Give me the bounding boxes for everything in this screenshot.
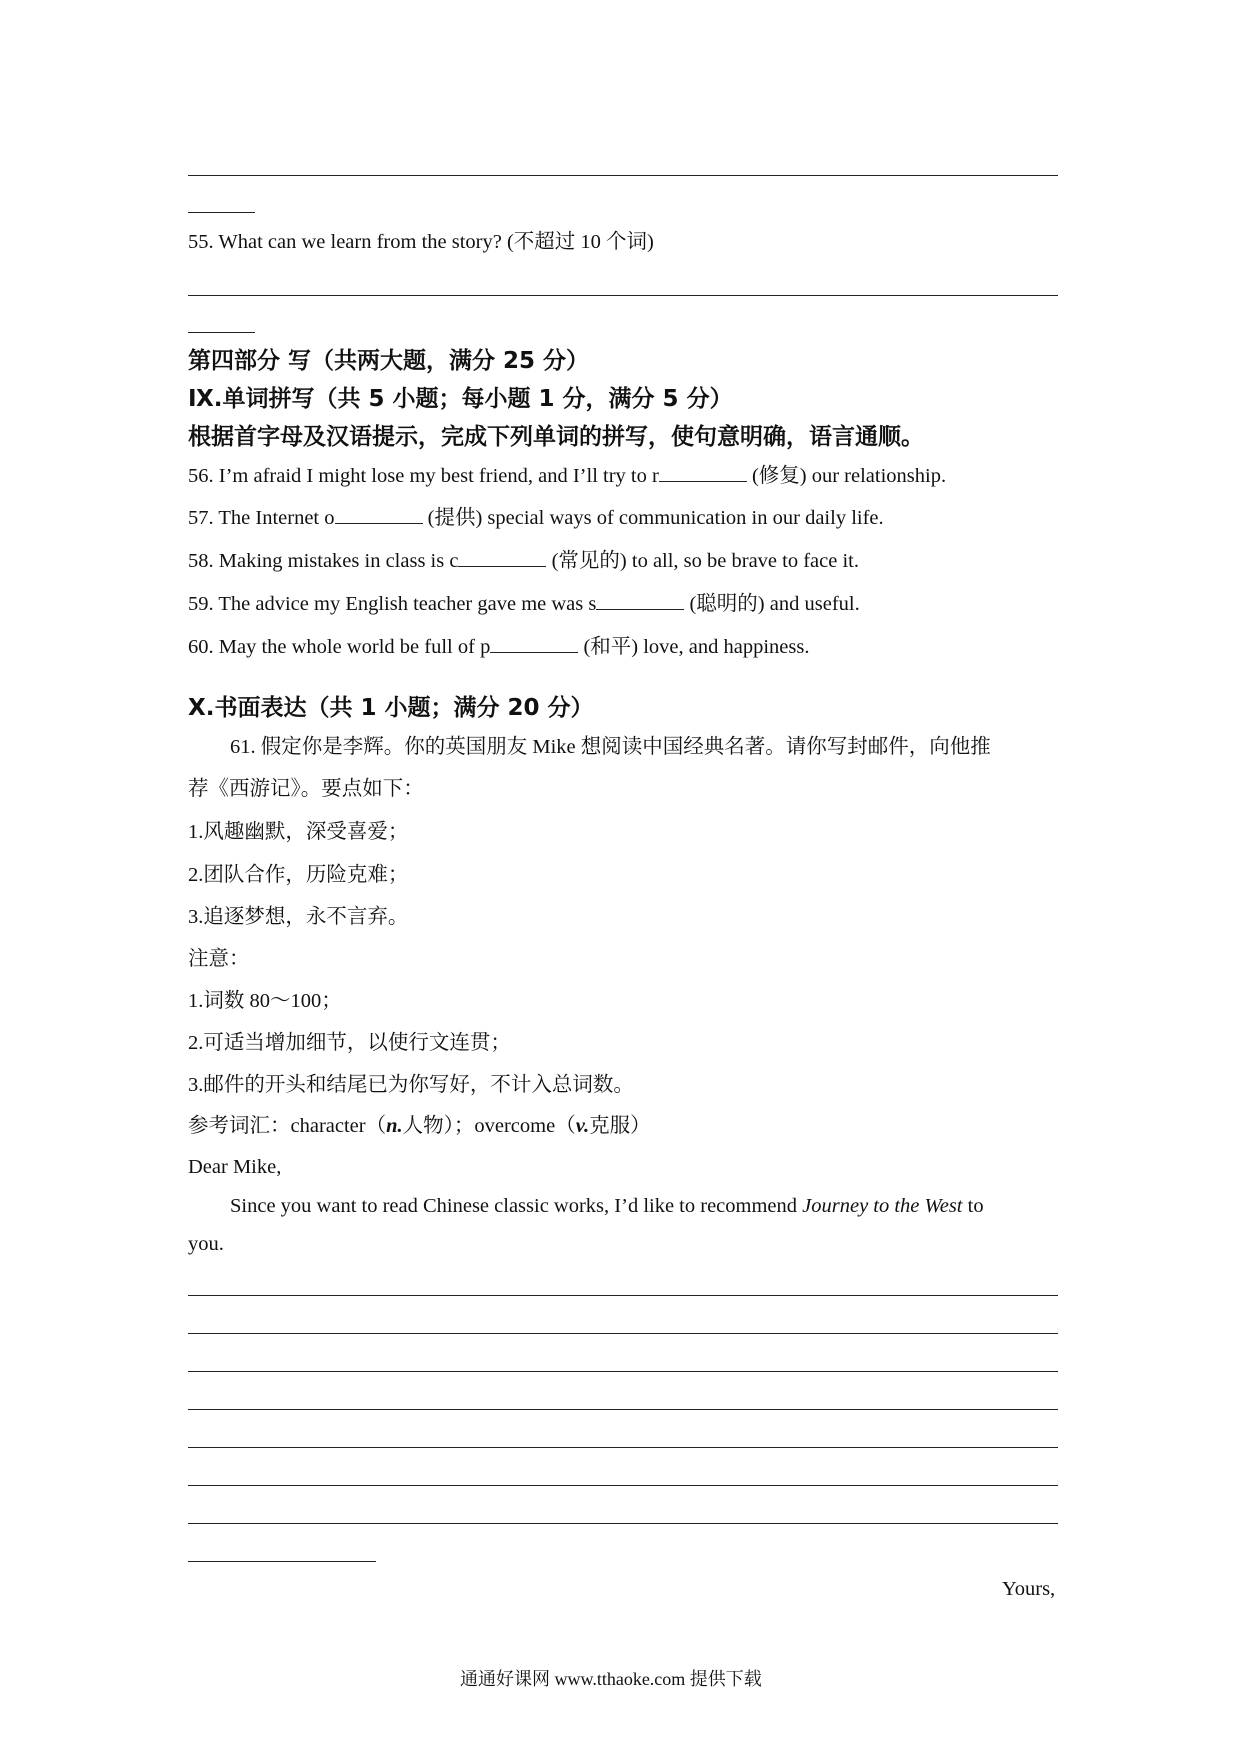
vocab-text: 参考词汇：character（ xyxy=(188,1115,387,1137)
spelling-item-text: 59. The advice my English teacher gave me was s xyxy=(188,593,597,615)
spelling-item-hint: (修复) our relationship. xyxy=(746,465,947,487)
writing-prompt-line2: 荐《西游记》。要点如下： xyxy=(188,778,424,800)
answer-blank[interactable] xyxy=(458,548,546,567)
spelling-item-58 xyxy=(188,547,859,575)
part4-heading: 第四部分 写（共两大题，满分 25 分） xyxy=(188,348,590,374)
letter-greeting: Dear Mike, xyxy=(188,1156,282,1178)
reference-vocabulary xyxy=(188,1112,651,1140)
letter-opening-line2: you. xyxy=(188,1233,224,1255)
vocab-pos: v. xyxy=(575,1115,590,1137)
writing-line[interactable] xyxy=(188,1371,1058,1372)
answer-line-short xyxy=(188,332,255,333)
writing-line-short[interactable] xyxy=(188,1561,376,1562)
answer-line xyxy=(188,175,1058,176)
answer-blank[interactable] xyxy=(335,505,423,524)
writing-line[interactable] xyxy=(188,1485,1058,1486)
writing-point-1: 1.风趣幽默，深受喜爱； xyxy=(188,821,409,843)
letter-closing: Yours, xyxy=(1002,1578,1056,1600)
vocab-text: 克服） xyxy=(589,1115,651,1137)
footer-source: 通通好课网 www.tthaoke.com 提供下载 xyxy=(460,1669,762,1689)
answer-blank[interactable] xyxy=(596,591,684,610)
writing-line[interactable] xyxy=(188,1447,1058,1448)
spelling-item-60 xyxy=(188,633,809,661)
writing-point-2: 2.团队合作，历险克难； xyxy=(188,864,409,886)
writing-line[interactable] xyxy=(188,1295,1058,1296)
spelling-item-text: 56. I’m afraid I might lose my best friend, and I’ll try to r xyxy=(188,465,659,487)
writing-prompt-line1: 61. 假定你是李辉。你的英国朋友 Mike 想阅读中国经典名著。请你写封邮件，向他推 xyxy=(230,736,991,758)
spelling-item-hint: (聪明的) and useful. xyxy=(684,593,860,615)
spelling-item-text: 58. Making mistakes in class is c xyxy=(188,550,459,572)
writing-line[interactable] xyxy=(188,1409,1058,1410)
letter-opening xyxy=(230,1192,984,1220)
section9-heading: Ⅸ.单词拼写（共 5 小题；每小题 1 分，满分 5 分） xyxy=(188,386,733,412)
spelling-item-text: 60. May the whole world be full of p xyxy=(188,636,491,658)
vocab-text: 人物）；overcome（ xyxy=(402,1115,576,1137)
section10-heading: Ⅹ.书面表达（共 1 小题；满分 20 分） xyxy=(188,695,594,721)
vocab-pos: n. xyxy=(386,1115,403,1137)
writing-point-3: 3.追逐梦想，永不言弃。 xyxy=(188,906,409,928)
answer-line-short xyxy=(188,212,255,213)
note-3: 3.邮件的开头和结尾已为你写好，不计入总词数。 xyxy=(188,1074,634,1096)
note-1: 1.词数 80～100； xyxy=(188,990,342,1012)
writing-line[interactable] xyxy=(188,1333,1058,1334)
answer-line xyxy=(188,295,1058,296)
letter-text: to xyxy=(962,1195,984,1217)
question-55: 55. What can we learn from the story? (不超过 10 个词) xyxy=(188,231,654,253)
section9-instruction: 根据首字母及汉语提示，完成下列单词的拼写，使句意明确，语言通顺。 xyxy=(188,424,924,450)
note-2: 2.可适当增加细节，以使行文连贯； xyxy=(188,1032,511,1054)
spelling-item-56 xyxy=(188,462,946,490)
spelling-item-57 xyxy=(188,504,884,532)
spelling-item-hint: (常见的) to all, so be brave to face it. xyxy=(546,550,859,572)
notes-label: 注意： xyxy=(188,948,250,970)
spelling-item-hint: (提供) special ways of communication in our daily life. xyxy=(422,507,884,529)
letter-text: Since you want to read Chinese classic works, I’d like to recommend xyxy=(230,1195,803,1217)
book-title: Journey to the West xyxy=(802,1195,963,1217)
spelling-item-text: 57. The Internet o xyxy=(188,507,335,529)
spelling-item-hint: (和平) love, and happiness. xyxy=(578,636,810,658)
answer-blank[interactable] xyxy=(659,463,747,482)
spelling-item-59 xyxy=(188,590,860,618)
writing-line[interactable] xyxy=(188,1523,1058,1524)
answer-blank[interactable] xyxy=(490,634,578,653)
